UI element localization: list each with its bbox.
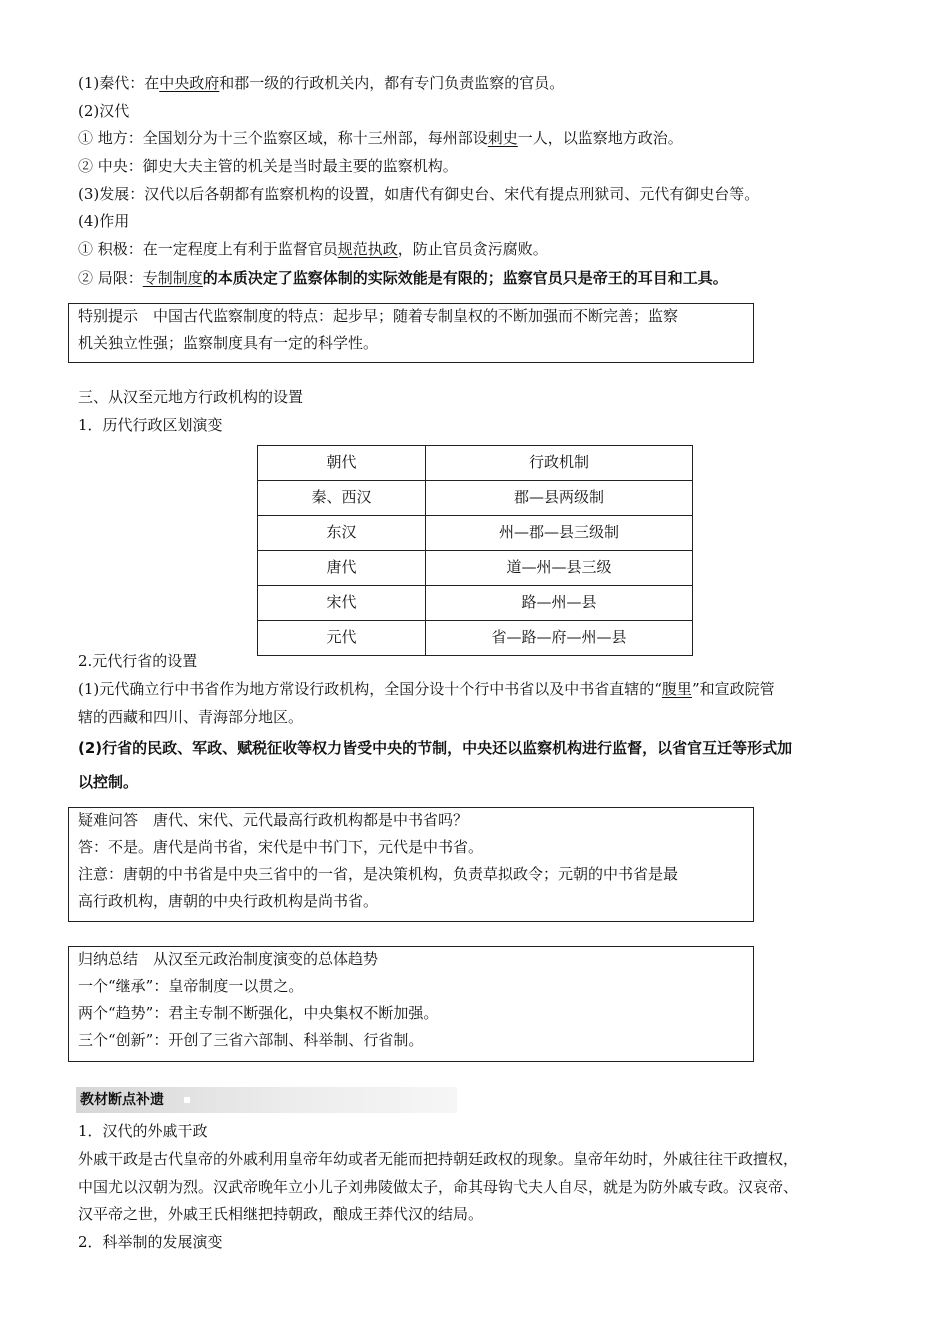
supplement-banner <box>76 1087 457 1113</box>
table-cell-dynasty: 秦、西汉 <box>258 481 426 516</box>
province-paragraph-1-line-2: 辖的西藏和四川、青海部分地区。 <box>78 708 304 726</box>
table-cell-system: 州—郡—县三级制 <box>426 516 693 551</box>
admin-division-table <box>257 445 693 656</box>
han-local-text-c: 一人，以监察地方政治。 <box>517 129 683 147</box>
positive-text-c: ，防止官员贪污腐败。 <box>397 240 548 258</box>
province-paragraph-1-line-1 <box>78 678 775 700</box>
limit-text-c: 的本质决定了监察体制的实际效能是有限的；监察官员只是帝王的耳目和工具。 <box>202 269 728 287</box>
supplement-item1-title: 1．汉代的外戚干政 <box>78 1122 208 1140</box>
development-paragraph: (3)发展：汉代以后各朝都有监察机构的设置，如唐代有御史台、宋代有提点刑狱司、元代有御史台等。 <box>78 185 760 203</box>
section3-sub1: 1．历代行政区划演变 <box>78 416 223 434</box>
table-header-system: 行政机制 <box>426 446 693 481</box>
table-header-row <box>258 446 693 481</box>
province-p1-text-c: ”和宣政院管 <box>691 680 775 698</box>
table-cell-dynasty: 唐代 <box>258 551 426 586</box>
section3-title: 三、从汉至元地方行政机构的设置 <box>78 388 304 406</box>
qa-line-2: 答：不是。唐代是尚书省，宋代是中书门下，元代是中书省。 <box>78 838 484 856</box>
tip-line-2: 机关独立性强；监察制度具有一定的科学性。 <box>78 334 379 352</box>
table-row <box>258 551 693 586</box>
qin-text-c: 和郡一级的行政机关内，都有专门负责监察的官员。 <box>219 74 565 92</box>
province-paragraph-2-line-1: (2)行省的民政、军政、赋税征收等权力皆受中央的节制，中央还以监察机构进行监督，以省官互迁等形式加 <box>78 739 793 757</box>
supplement-item1-line-1: 外戚干政是古代皇帝的外戚利用皇帝年幼或者无能而把持朝廷政权的现象。皇帝年幼时，外戚往往干政擅权， <box>78 1150 799 1168</box>
positive-text-a: ① 积极：在一定程度上有利于监督官员 <box>78 240 338 258</box>
tip-box <box>68 303 754 363</box>
province-p1-underlined-term: 腹里 <box>661 680 692 698</box>
table-cell-system: 郡—县两级制 <box>426 481 693 516</box>
table-row <box>258 586 693 621</box>
positive-underlined-term: 规范执政 <box>337 240 398 258</box>
province-paragraph-2-line-2: 以控制。 <box>78 773 139 791</box>
supplement-item1-line-3: 汉平帝之世，外戚王氏相继把持朝政，酿成王莽代汉的结局。 <box>78 1205 484 1223</box>
qa-line-1: 疑难问答 唐代、宋代、元代最高行政机构都是中书省吗？ <box>78 811 469 829</box>
tip-line-1: 特别提示 中国古代监察制度的特点：起步早；随着专制皇权的不断加强而不断完善；监察 <box>78 307 679 325</box>
limit-text-a: ② 局限： <box>78 269 143 287</box>
summary-line-4: 三个“创新”：开创了三省六部制、科举制、行省制。 <box>78 1031 424 1049</box>
supplement-item1-line-2: 中国尤以汉朝为烈。汉武帝晚年立小儿子刘弗陵做太子，命其母钩弋夫人自尽，就是为防外戚专政。汉哀帝、 <box>78 1178 799 1196</box>
supplement-item2-title: 2．科举制的发展演变 <box>78 1233 223 1251</box>
qin-paragraph <box>78 72 564 94</box>
summary-line-2: 一个“继承”：皇帝制度一以贯之。 <box>78 977 304 995</box>
summary-line-3: 两个“趋势”：君主专制不断强化，中央集权不断加强。 <box>78 1004 439 1022</box>
qa-box <box>68 807 754 922</box>
banner-square-icon <box>184 1097 190 1103</box>
province-p1-text-a: (1)元代确立行中书省作为地方常设行政机构，全国分设十个行中书省以及中书省直辖的“ <box>78 680 662 698</box>
han-central-paragraph: ② 中央：御史大夫主管的机关是当时最主要的监察机构。 <box>78 157 458 175</box>
positive-paragraph <box>78 238 548 260</box>
han-title: (2)汉代 <box>78 102 130 120</box>
supplement-banner-title: 教材断点补遗 <box>80 1092 164 1108</box>
summary-box <box>68 946 754 1062</box>
han-local-text-a: ① 地方：全国划分为十三个监察区域，称十三州部，每州部设 <box>78 129 488 147</box>
table-cell-dynasty: 元代 <box>258 621 426 656</box>
han-local-underlined-term: 刺史 <box>487 129 518 147</box>
han-local-paragraph <box>78 127 683 149</box>
table-cell-system: 省—路—府—州—县 <box>426 621 693 656</box>
table-header-dynasty: 朝代 <box>258 446 426 481</box>
table-row <box>258 516 693 551</box>
table-cell-dynasty: 宋代 <box>258 586 426 621</box>
table-row <box>258 481 693 516</box>
qa-line-3: 注意：唐朝的中书省是中央三省中的一省，是决策机构，负责草拟政令；元朝的中书省是最 <box>78 865 679 883</box>
limit-underlined-term: 专制制度 <box>142 269 203 287</box>
table-cell-dynasty: 东汉 <box>258 516 426 551</box>
section3-sub2: 2.元代行省的设置 <box>78 652 198 670</box>
table-cell-system: 道—州—县三级 <box>426 551 693 586</box>
summary-line-1: 归纳总结 从汉至元政治制度演变的总体趋势 <box>78 950 379 968</box>
qin-underlined-term: 中央政府 <box>159 74 220 92</box>
qa-line-4: 高行政机构，唐朝的中央行政机构是尚书省。 <box>78 892 379 910</box>
table-row <box>258 621 693 656</box>
qin-text-a: (1)秦代：在 <box>78 74 160 92</box>
limit-paragraph <box>78 267 728 289</box>
role-title: (4)作用 <box>78 212 130 230</box>
table-cell-system: 路—州—县 <box>426 586 693 621</box>
